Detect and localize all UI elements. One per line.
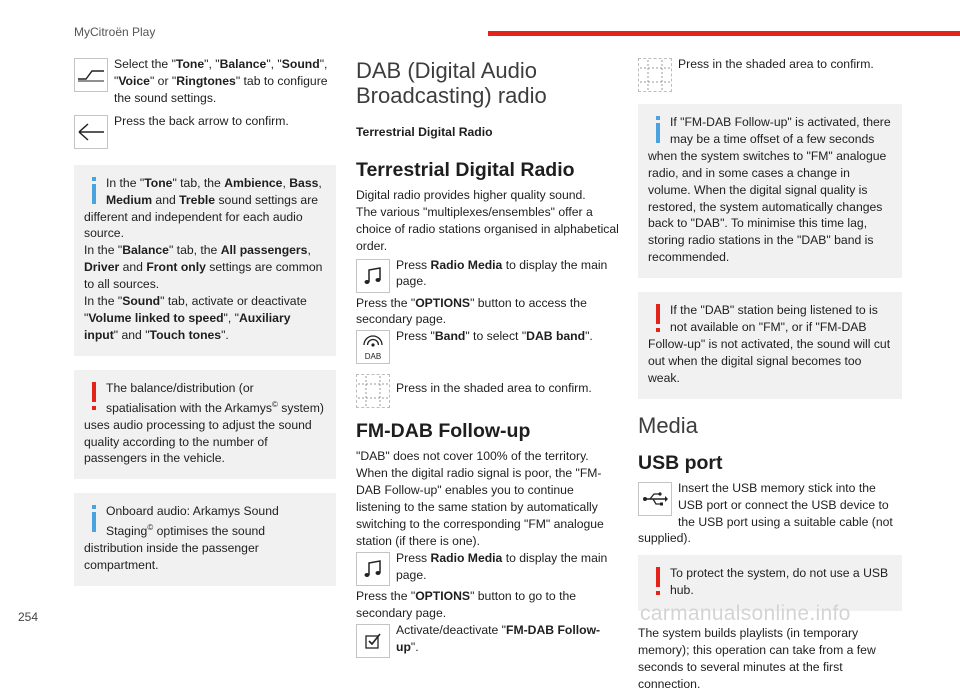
warning-note-dab: If the "DAB" station being listened to is not available on "FM", or if "FM-DAB Follow-up" is not activated, the sound will cut out when the digital signal becomes too weak. — [638, 292, 902, 399]
warning-icon — [652, 567, 664, 597]
info-icon — [88, 177, 100, 207]
checkbox-icon — [356, 624, 390, 658]
header-title: MyCitroën Play — [74, 25, 156, 39]
step-confirm: Press in the shaded area to confirm. — [638, 56, 902, 94]
column-3 — [638, 56, 902, 693]
section-title-terrestrial: Terrestrial Digital Radio — [356, 158, 575, 181]
tone-tab-icon — [74, 58, 108, 92]
section-title-follow-up: FM-DAB Follow-up — [356, 420, 531, 443]
step-shaded-area: Press in the shaded area to confirm. — [356, 372, 621, 410]
music-note-icon — [356, 259, 390, 293]
heading-media: Media — [638, 412, 698, 438]
back-arrow-icon — [74, 115, 108, 149]
warning-note-balance: The balance/distribution (or spatialisation with the Arkamys© system) uses audio processing to adjust the sound quality according to the number of passengers in the vehicle. — [74, 370, 336, 480]
shaded-area-icon — [638, 58, 672, 92]
column-1 — [74, 56, 336, 600]
step-select-tab: Select the "Tone", "Balance", "Sound", "Voice" or "Ringtones" tab to configure the sound settings. — [74, 56, 336, 107]
info-note-arkamys: Onboard audio: Arkamys Sound Staging© optimises the sound distribution inside the passenger compartment. — [74, 493, 336, 586]
step-options-2: Press the "OPTIONS" button to go to the secondary page. — [356, 588, 577, 620]
info-icon — [88, 505, 100, 535]
step-back-arrow: Press the back arrow to confirm. — [74, 113, 336, 151]
heading-dab: DAB (Digital Audio Broadcasting) radio — [356, 58, 547, 108]
step-activate-follow-up: Activate/deactivate "FM-DAB Follow-up". — [356, 622, 621, 660]
warning-note-usb: To protect the system, do not use a USB hub. — [638, 555, 902, 611]
step-radio-media: Press Radio Media to display the main page. — [356, 257, 621, 295]
intro-text: Digital radio provides higher quality sound. — [356, 187, 586, 202]
warning-icon — [88, 382, 100, 412]
subheading-terrestrial: Terrestrial Digital Radio — [356, 125, 493, 139]
step-options: Press the "OPTIONS" button to access the secondary page. — [356, 295, 587, 327]
svg-text:DAB: DAB — [364, 352, 382, 362]
music-note-icon — [356, 552, 390, 586]
warning-icon — [652, 304, 664, 334]
column-2 — [356, 56, 621, 666]
shaded-area-icon — [356, 374, 390, 408]
info-note-follow-up: If "FM-DAB Follow-up" is activated, there may be a time offset of a few seconds when the system switches to "FM" analogue radio, and in some cases a change in volume. When the digital signal quality is restored, the system automatically changes back to "DAB". To minimise this time lag, storing radio stations in the "DAB" band is recommended. — [638, 104, 902, 278]
dab-icon — [356, 330, 390, 364]
multiplex-text: The various "multiplexes/ensembles" offer a choice of radio stations organised in alphabetical order. — [356, 204, 619, 253]
usb-icon — [638, 482, 672, 516]
header-accent-bar — [488, 31, 960, 36]
follow-up-text: "DAB" does not cover 100% of the territory. When the digital radio signal is poor, the "FM-DAB Follow-up" enables you to continue listening to the same station by automatically switching to the corresponding "FM" analogue station (if there is one). — [356, 449, 604, 548]
playlist-text: The system builds playlists (in temporary memory); this operation can take from a few seconds to several minutes at the first connection. — [638, 626, 876, 691]
section-title-usb: USB port — [638, 451, 723, 474]
watermark: carmanualsonline.info — [640, 602, 851, 625]
info-icon — [652, 116, 664, 146]
page-number: 254 — [18, 610, 39, 624]
step-band: DAB Press "Band" to select "DAB band". — [356, 328, 621, 366]
info-note-tone: In the "Tone" tab, the Ambience, Bass, Medium and Treble sound settings are different and independent for each audio source. In the "Balance" tab, the All passengers, Driver and Front only settings are common to all sources. In the "Sound" tab, activate or deactivate "Volume linked to speed", "Auxiliary input" and "Touch tones". — [74, 165, 336, 356]
step-radio-media-2: Press Radio Media to display the main page. — [356, 550, 621, 588]
step-usb: Insert the USB memory stick into the USB port or connect the USB device to the USB port using a suitable cable (not supplied). — [638, 480, 893, 546]
